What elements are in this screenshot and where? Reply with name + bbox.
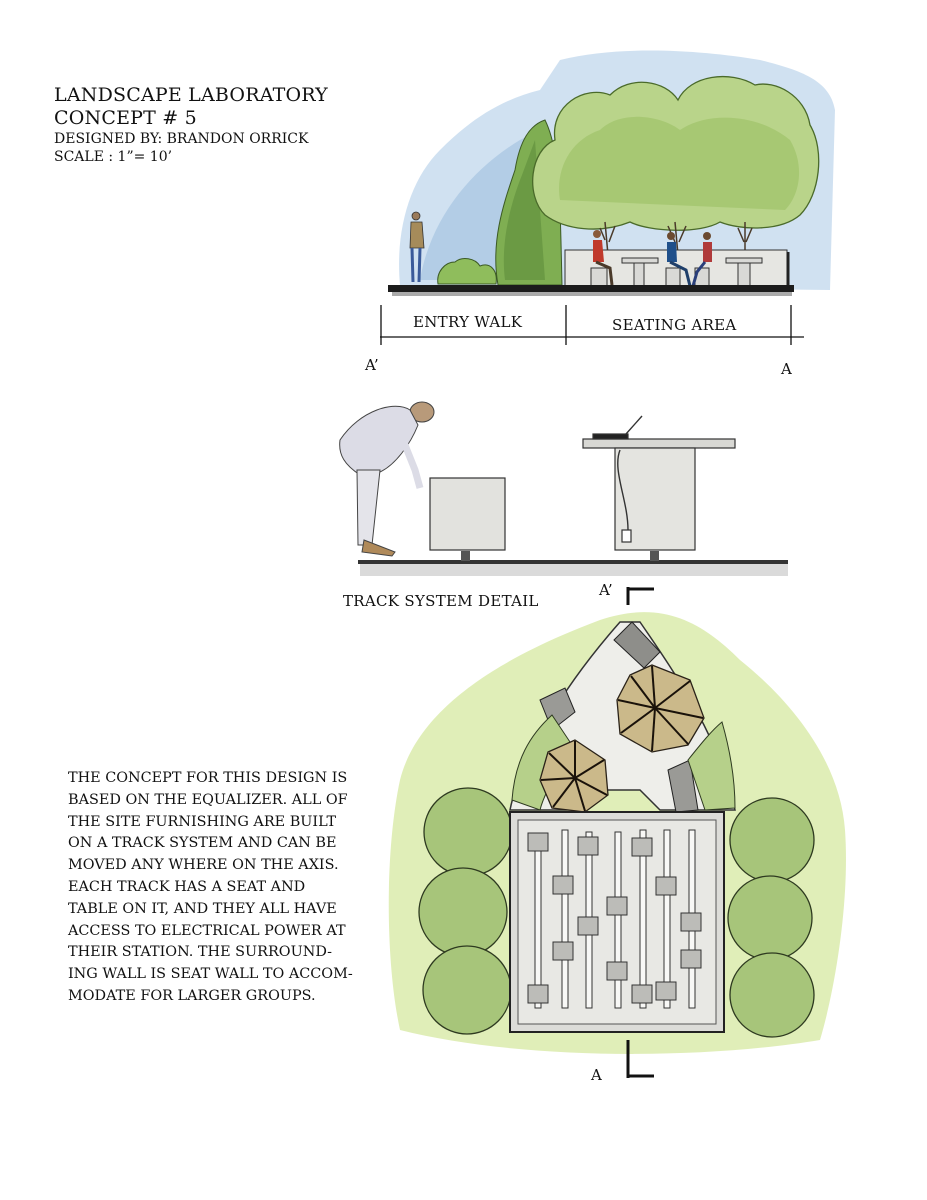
designer-credit: DESIGNED BY: BRANDON ORRICK [54,131,309,147]
description-line: THE SITE FURNISHING ARE BUILT [68,813,337,830]
description-line: MODATE FOR LARGER GROUPS. [68,987,316,1004]
left-hedge [419,788,512,1034]
description-line: ING WALL IS SEAT WALL TO ACCOM- [68,966,353,983]
description-line: EACH TRACK HAS A SEAT AND [68,878,306,895]
plan-marker-top: A’ [599,581,613,599]
plan-marker-bottom: A [591,1066,603,1084]
right-hedge [728,798,814,1037]
detail-ground [358,560,788,564]
drawing-title: LANDSCAPE LABORATORY [54,84,328,106]
description-line: TABLE ON IT, AND THEY ALL HAVE [68,900,337,917]
movable-seat [430,478,505,550]
description-line: BASED ON THE EQUALIZER. ALL OF [68,791,348,808]
bending-person [340,402,434,556]
section-elevation [0,0,927,400]
description-line: ACCESS TO ELECTRICAL POWER AT [68,922,346,939]
section-marker-left: A’ [365,356,379,374]
zone-label-entry-walk: ENTRY WALK [413,313,523,331]
drawing-scale: SCALE : 1”= 10’ [54,149,173,165]
zone-label-seating-area: SEATING AREA [612,316,737,334]
concept-number: CONCEPT # 5 [54,107,197,129]
description-line: ON A TRACK SYSTEM AND CAN BE [68,835,337,852]
concept-description [68,768,398,1008]
section-ground [388,285,794,292]
detail-caption: TRACK SYSTEM DETAIL [343,592,539,610]
description-line: THEIR STATION. THE SURROUND- [68,944,332,961]
track-system-detail [0,390,927,590]
description-line: THE CONCEPT FOR THIS DESIGN IS [68,770,348,786]
description-line: MOVED ANY WHERE ON THE AXIS. [68,857,339,874]
section-marker-right: A [781,360,793,378]
movable-table [583,416,735,561]
